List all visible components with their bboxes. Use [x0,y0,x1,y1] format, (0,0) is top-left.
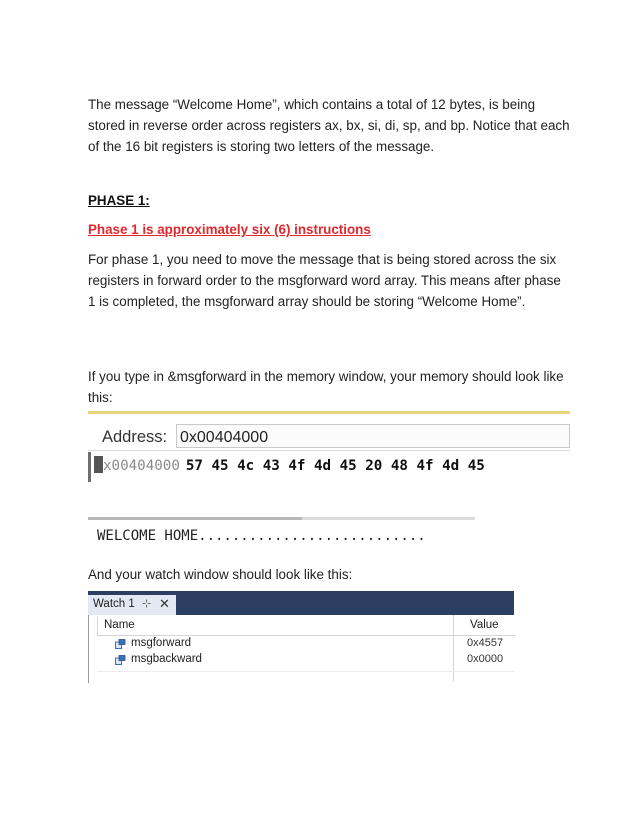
watch-row-value: 0x0000 [467,653,504,665]
column-header-name[interactable]: Name [104,619,135,631]
memory-window [88,411,570,484]
phase-heading: PHASE 1: [88,193,150,208]
memory-row-marker [88,452,91,482]
close-icon[interactable]: ✕ [159,596,170,611]
address-input[interactable] [176,424,570,448]
watch-tab-label: Watch 1 [93,598,135,610]
address-value: 0x00404000 [180,429,269,446]
column-header-value[interactable]: Value [470,619,499,631]
memory-ascii-panel [88,517,475,553]
watch-titlebar [88,591,514,615]
memory-ascii-text: WELCOME HOME........................... [97,528,426,544]
watch-window [88,591,514,683]
text-cursor [94,456,103,473]
watch-row-value: 0x4557 [467,637,504,649]
pin-icon[interactable]: ⊹ [142,598,152,610]
phase-description: For phase 1, you need to move the message that is being stored across the six registers in forward order to the msgforward word array. This means after phase 1 is completed, the msgforward array should be storing “Welcome Home”. [88,252,561,309]
variable-icon [115,639,126,649]
watch-row-msgbackward[interactable] [97,652,515,668]
variable-icon [115,655,126,665]
intro-paragraph: The message “Welcome Home”, which contains a total of 12 bytes, is being stored in reverse order across registers ax, bx, si, di, sp, and bp. Notice that each of the 16 bit registers is storing two letters of the message. [88,97,570,154]
memory-row-bytes: 57 45 4c 43 4f 4d 45 20 48 4f 4d 45 [185,458,485,474]
watch-row-name: msgbackward [131,653,202,665]
watch-grid [88,615,515,683]
memory-address-bar [88,422,570,451]
watch-row-msgforward[interactable] [97,636,515,652]
memory-instruction: If you type in &msgforward in the memory window, your memory should look like this: [88,369,564,405]
watch-instruction: And your watch window should look like this: [88,567,353,582]
memory-row[interactable] [94,456,485,474]
phase-note: Phase 1 is approximately six (6) instructions [88,222,371,237]
memory-row-address: x00404000 [103,458,180,474]
address-label: Address: [102,428,168,446]
watch-tab[interactable] [88,595,176,615]
ascii-panel-header [88,517,302,520]
watch-empty-row[interactable] [97,671,515,672]
watch-row-name: msgforward [131,637,192,649]
